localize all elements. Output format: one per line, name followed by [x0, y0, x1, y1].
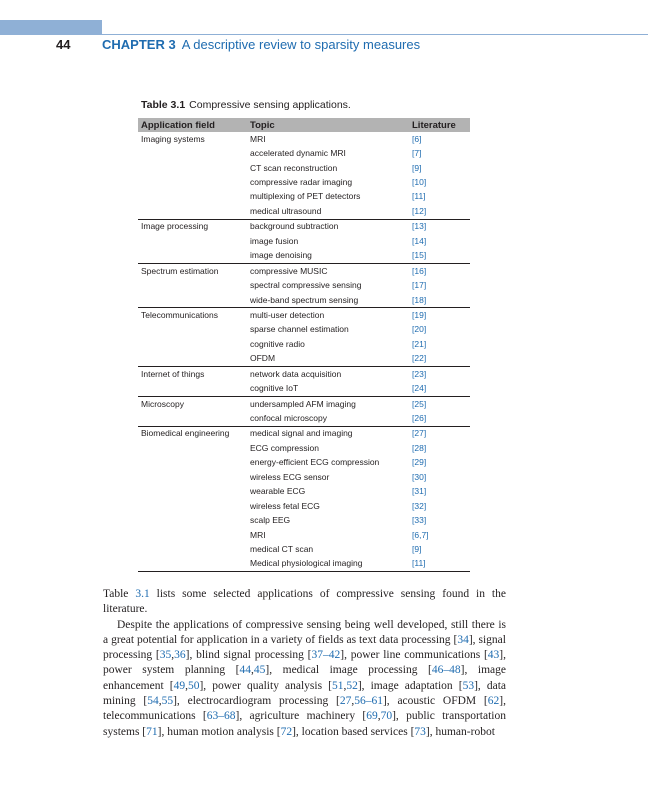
cell-literature-ref[interactable]: [25] — [412, 398, 427, 409]
cell-application-field — [138, 146, 247, 160]
cell-application-field — [138, 249, 247, 264]
cell-literature-ref[interactable]: [15] — [409, 249, 470, 264]
cell-topic: accelerated dynamic MRI — [250, 148, 346, 159]
text-run: , — [185, 679, 188, 692]
cell-application-field: Internet of things — [141, 368, 205, 379]
text-run: Despite the applications of compressive sensing being well developed, still there is a great potential for application in a variety of fields as text data processing [ — [103, 618, 506, 646]
cell-topic: wireless fetal ECG — [250, 500, 320, 511]
cell-literature-ref[interactable]: [19] — [412, 309, 427, 320]
cell-topic: wide-band spectrum sensing — [247, 293, 409, 308]
cell-literature-ref[interactable]: [9] — [412, 543, 422, 554]
cell-application-field — [138, 557, 247, 572]
table-row — [138, 485, 470, 499]
table-row — [138, 396, 470, 411]
cell-topic: confocal microscopy — [247, 411, 409, 426]
cell-topic: CT scan reconstruction — [250, 162, 338, 173]
chapter-title: A descriptive review to sparsity measures — [181, 37, 421, 52]
table-row — [138, 337, 470, 351]
citation-link[interactable]: 70 — [380, 710, 393, 723]
cell-topic: scalp EEG — [250, 515, 291, 526]
cell-literature-ref[interactable]: [31] — [412, 486, 427, 497]
running-head — [102, 37, 420, 52]
cell-literature-ref[interactable]: [32] — [412, 500, 427, 511]
cell-application-field: Spectrum estimation — [141, 265, 219, 276]
table-row — [138, 132, 470, 146]
text-run: ], location based services [ — [292, 725, 415, 738]
table-row — [138, 367, 470, 382]
table-row — [138, 249, 470, 264]
cell-topic: network data acquisition — [250, 368, 342, 379]
cell-application-field — [138, 293, 247, 308]
table-row — [138, 190, 470, 204]
text-run: ], human motion analysis [ — [157, 725, 281, 738]
cell-application-field: Imaging systems — [141, 133, 205, 144]
cell-topic: ECG compression — [250, 442, 319, 453]
text-run: , — [351, 695, 355, 708]
cell-literature-ref[interactable]: [28] — [412, 442, 427, 453]
citation-link[interactable]: 46–48 — [431, 664, 461, 677]
cell-literature-ref[interactable]: [6,7] — [412, 529, 429, 540]
cell-application-field — [138, 441, 247, 455]
cell-literature-ref[interactable]: [17] — [412, 280, 427, 291]
cell-literature-ref[interactable]: [33] — [412, 515, 427, 526]
cell-topic: image fusion — [250, 235, 299, 246]
text-run: lists some selected applications of compressive sensing found in the literature. — [103, 588, 506, 616]
cell-topic: cognitive radio — [250, 338, 305, 349]
cell-application-field — [138, 175, 247, 189]
text-run: , — [171, 649, 175, 662]
cell-topic: sparse channel estimation — [250, 324, 349, 335]
cell-application-field — [138, 411, 247, 426]
text-run: ], image adaptation [ — [357, 679, 463, 692]
cell-literature-ref[interactable]: [27] — [412, 428, 427, 439]
table-row — [138, 204, 470, 219]
header-color-bar — [0, 20, 102, 35]
cell-literature-ref[interactable]: [30] — [412, 471, 427, 482]
citation-link[interactable]: 27 — [339, 695, 352, 708]
table-row — [138, 352, 470, 367]
text-run: Table — [103, 588, 136, 600]
cell-topic: image denoising — [247, 249, 409, 264]
citation-link[interactable]: 53 — [462, 679, 475, 692]
citation-link[interactable]: 63–68 — [206, 710, 236, 723]
citation-link[interactable]: 36 — [174, 649, 186, 662]
cell-literature-ref[interactable]: [18] — [409, 293, 470, 308]
table-row — [138, 323, 470, 337]
cell-topic: medical ultrasound — [247, 204, 409, 219]
text-run: ], signal processing [ — [103, 633, 506, 662]
table-row — [138, 263, 470, 278]
cell-application-field — [138, 337, 247, 351]
cell-topic: wireless ECG sensor — [250, 471, 330, 482]
table-row — [138, 441, 470, 455]
cell-topic: MRI — [250, 133, 266, 144]
citation-link[interactable]: 72 — [280, 725, 293, 738]
cell-literature-ref[interactable]: [12] — [409, 204, 470, 219]
text-run: ], blind signal processing [ — [185, 649, 312, 662]
text-run: ], public transportation systems [ — [103, 710, 506, 738]
citation-link[interactable]: 37–42 — [311, 649, 341, 662]
cell-topic: medical CT scan — [250, 543, 314, 554]
citation-link[interactable]: 52 — [346, 679, 358, 692]
cell-topic: OFDM — [247, 352, 409, 367]
cell-application-field — [138, 456, 247, 470]
cell-literature-ref[interactable]: [29] — [412, 457, 427, 468]
table-caption — [141, 99, 351, 111]
citation-link[interactable]: 73 — [414, 725, 426, 738]
table-row — [138, 308, 470, 323]
text-run: , — [343, 679, 347, 692]
table-row — [138, 499, 470, 513]
cell-topic: compressive radar imaging — [250, 177, 353, 188]
table-row — [138, 470, 470, 484]
text-run: , — [377, 710, 381, 723]
table-header-row — [138, 118, 470, 132]
table-row — [138, 219, 470, 234]
cell-application-field — [138, 499, 247, 513]
body-paragraph — [103, 587, 506, 618]
cell-application-field: Biomedical engineering — [141, 428, 230, 439]
citation-link[interactable]: 34 — [457, 633, 469, 646]
cell-application-field — [138, 381, 247, 396]
table-row — [138, 146, 470, 160]
text-run: ], power quality analysis [ — [199, 679, 332, 692]
citation-link[interactable]: 62 — [487, 695, 500, 708]
page-number: 44 — [56, 37, 71, 52]
citation-link[interactable]: 45 — [253, 664, 266, 677]
citation-link[interactable]: 49 — [173, 679, 186, 692]
cell-topic: multi-user detection — [250, 309, 325, 320]
text-run: ], medical image processing [ — [265, 664, 432, 677]
cell-application-field — [138, 542, 247, 556]
table-row — [138, 542, 470, 556]
cell-application-field — [138, 528, 247, 542]
citation-link[interactable]: 56–61 — [354, 695, 383, 708]
table-caption-text: Compressive sensing applications. — [189, 99, 351, 111]
body-paragraph — [103, 618, 506, 740]
header-rule — [102, 34, 648, 35]
cell-literature-ref[interactable]: [26] — [409, 411, 470, 426]
column-header-topic: Topic — [247, 118, 409, 132]
table-body — [138, 132, 470, 572]
table-row — [138, 381, 470, 396]
column-header-field: Application field — [138, 118, 247, 132]
cell-topic: Medical physiological imaging — [247, 557, 409, 572]
cell-application-field — [138, 352, 247, 367]
cell-application-field — [138, 513, 247, 527]
cell-application-field — [138, 485, 247, 499]
text-run: ], telecommunications [ — [103, 695, 506, 723]
cell-literature-ref[interactable]: [23] — [412, 368, 427, 379]
table-row — [138, 528, 470, 542]
cell-topic: MRI — [250, 529, 266, 540]
cell-literature-ref[interactable]: [21] — [412, 338, 427, 349]
table-row — [138, 557, 470, 572]
text-run: , — [250, 664, 254, 677]
cell-literature-ref[interactable]: [9] — [412, 162, 422, 173]
cell-application-field: Image processing — [141, 221, 209, 232]
table-row — [138, 456, 470, 470]
cell-application-field — [138, 190, 247, 204]
cell-literature-ref[interactable]: [11] — [412, 191, 426, 202]
cell-topic: wearable ECG — [250, 486, 306, 497]
table-row — [138, 426, 470, 441]
citation-link[interactable]: 35 — [159, 649, 172, 662]
text-run: ], power line communications [ — [340, 649, 488, 662]
citation-link[interactable]: 3.1 — [135, 588, 150, 600]
citation-link[interactable]: 71 — [146, 725, 158, 738]
chapter-label: CHAPTER 3 — [102, 37, 176, 52]
text-run: , — [158, 695, 162, 708]
cell-topic: energy-efficient ECG compression — [250, 457, 380, 468]
cell-literature-ref[interactable]: [10] — [412, 177, 427, 188]
cell-literature-ref[interactable]: [11] — [409, 557, 470, 572]
text-run: ], image enhancement [ — [103, 664, 507, 692]
cell-topic: compressive MUSIC — [250, 265, 328, 276]
citation-link[interactable]: 43 — [487, 649, 500, 662]
citation-link[interactable]: 50 — [187, 679, 200, 692]
citation-link[interactable]: 69 — [366, 710, 378, 723]
cell-topic: undersampled AFM imaging — [250, 398, 356, 409]
cell-literature-ref[interactable]: [20] — [412, 324, 427, 335]
table-label: Table 3.1 — [141, 99, 186, 111]
text-run: ], agriculture machinery [ — [235, 710, 367, 723]
cell-literature-ref[interactable]: [14] — [412, 235, 427, 246]
cell-topic: medical signal and imaging — [250, 428, 353, 439]
text-run: ], power system planning [ — [103, 649, 507, 677]
table-row — [138, 293, 470, 308]
cell-application-field — [138, 323, 247, 337]
cell-topic: cognitive IoT — [247, 381, 409, 396]
cell-literature-ref[interactable]: [7] — [412, 148, 422, 159]
cell-application-field — [138, 234, 247, 248]
text-run: ], electrocardiogram processing [ — [173, 695, 340, 708]
text-run: ], human-robot — [425, 725, 495, 738]
cell-literature-ref[interactable]: [16] — [412, 265, 427, 276]
body-text — [103, 587, 506, 740]
cell-topic: multiplexing of PET detectors — [250, 191, 361, 202]
table-row — [138, 278, 470, 292]
cell-application-field: Telecommunications — [141, 309, 219, 320]
cell-application-field — [138, 470, 247, 484]
cell-topic: background subtraction — [250, 221, 339, 232]
cell-topic: spectral compressive sensing — [250, 280, 362, 291]
citation-link[interactable]: 51 — [331, 679, 344, 692]
cell-literature-ref[interactable]: [6] — [412, 133, 422, 144]
applications-table — [138, 118, 470, 572]
citation-link[interactable]: 54 — [147, 695, 159, 708]
table-row — [138, 175, 470, 189]
table-row — [138, 161, 470, 175]
cell-application-field — [138, 161, 247, 175]
cell-application-field — [138, 204, 247, 219]
column-header-literature: Literature — [409, 118, 470, 132]
cell-application-field — [138, 278, 247, 292]
cell-application-field: Microscopy — [141, 398, 184, 409]
table-row — [138, 411, 470, 426]
citation-link[interactable]: 55 — [161, 695, 174, 708]
cell-literature-ref[interactable]: [22] — [409, 352, 470, 367]
cell-literature-ref[interactable]: [13] — [412, 221, 427, 232]
text-run: ], data mining [ — [103, 679, 507, 708]
table-row — [138, 234, 470, 248]
cell-literature-ref[interactable]: [24] — [409, 381, 470, 396]
table-row — [138, 513, 470, 527]
text-run: ], acoustic OFDM [ — [382, 695, 488, 708]
citation-link[interactable]: 44 — [239, 664, 251, 677]
